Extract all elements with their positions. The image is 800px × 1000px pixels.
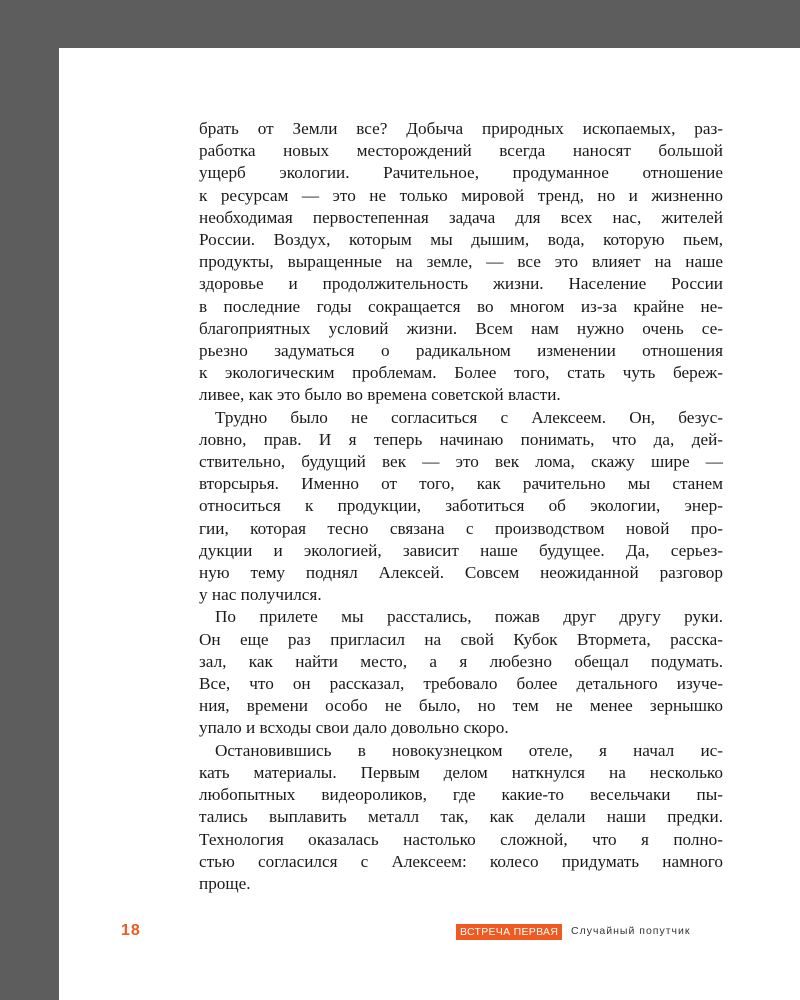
- body-text: [199, 118, 723, 895]
- text-line: упало и всходы свои дало довольно скоро.: [199, 718, 509, 738]
- text-line: относиться к продукции, заботиться об экологии, энер-: [199, 496, 723, 516]
- book-page: [59, 48, 800, 1000]
- text-line: ствительно, будущий век — это век лома, скажу шире —: [199, 452, 723, 472]
- paragraph: [199, 118, 723, 407]
- text-line: у нас получился.: [199, 585, 322, 605]
- text-line: любопытных видеороликов, где какие-то весельчаки пы-: [199, 785, 723, 805]
- text-line: кать материалы. Первым делом наткнулся на несколько: [199, 762, 723, 782]
- text-line: зал, как найти место, а я любезно обещал подумать.: [199, 651, 723, 671]
- text-line: вторсырья. Именно от того, как рачительно мы станем: [199, 474, 723, 494]
- text-line: ния, времени особо не было, но тем не менее зернышко: [199, 696, 723, 716]
- text-line: ливее, как это было во времена советской власти.: [199, 385, 561, 405]
- text-line: Все, что он рассказал, требовало более детального изуче-: [199, 674, 723, 694]
- text-line: Остановившись в новокузнецком отеле, я начал ис-: [215, 740, 723, 760]
- text-line: брать от Земли все? Добыча природных ископаемых, раз-: [199, 119, 723, 138]
- text-line: Трудно было не согласиться с Алексеем. Он, безус-: [215, 407, 723, 427]
- text-line: дукции и экологией, зависит наше будущее. Да, серьез-: [199, 540, 723, 560]
- page-footer: [59, 922, 800, 944]
- chapter-title: Случайный попутчик: [571, 925, 691, 937]
- paragraph: [199, 740, 723, 895]
- text-line: к ресурсам — это не только мировой тренд, но и жизненно: [199, 185, 723, 205]
- page-number: 18: [121, 922, 141, 939]
- text-line: к экологическим проблемам. Более того, стать чуть береж-: [199, 363, 723, 383]
- text-line: ущерб экологии. Рачительное, продуманное отношение: [199, 163, 723, 183]
- text-line: продукты, выращенные на земле, — все это влияет на наше: [199, 252, 723, 272]
- text-line: гии, которая тесно связана с производством новой про-: [199, 518, 723, 538]
- text-line: России. Воздух, которым мы дышим, вода, которую пьем,: [199, 230, 723, 250]
- paragraph: [199, 407, 723, 607]
- paragraph: [199, 606, 723, 739]
- text-line: в последние годы сокращается во многом из-за крайне не-: [199, 296, 723, 316]
- text-line: необходимая первостепенная задача для всех нас, жителей: [199, 207, 723, 227]
- text-line: Технология оказалась настолько сложной, что я полно-: [199, 829, 723, 849]
- text-line: ловно, прав. И я теперь начинаю понимать, что да, дей-: [199, 429, 723, 449]
- text-line: проще.: [199, 873, 251, 893]
- text-line: благоприятных условий жизни. Всем нам нужно очень се-: [199, 318, 723, 338]
- text-line: здоровье и продолжительность жизни. Население России: [199, 274, 723, 294]
- text-line: Он еще раз пригласил на свой Кубок Втормета, расска-: [199, 629, 723, 649]
- section-badge: ВСТРЕЧА ПЕРВАЯ: [456, 924, 562, 940]
- text-line: работка новых месторождений всегда наносят большой: [199, 141, 723, 161]
- text-line: тались выплавить металл так, как делали наши предки.: [199, 807, 723, 827]
- text-line: рьезно задуматься о радикальном изменении отношения: [199, 341, 723, 361]
- text-line: ную тему поднял Алексей. Совсем неожиданной разговор: [199, 563, 723, 583]
- text-line: По прилете мы расстались, пожав друг другу руки.: [215, 607, 723, 627]
- text-line: стью согласился с Алексеем: колесо придумать намного: [199, 851, 723, 871]
